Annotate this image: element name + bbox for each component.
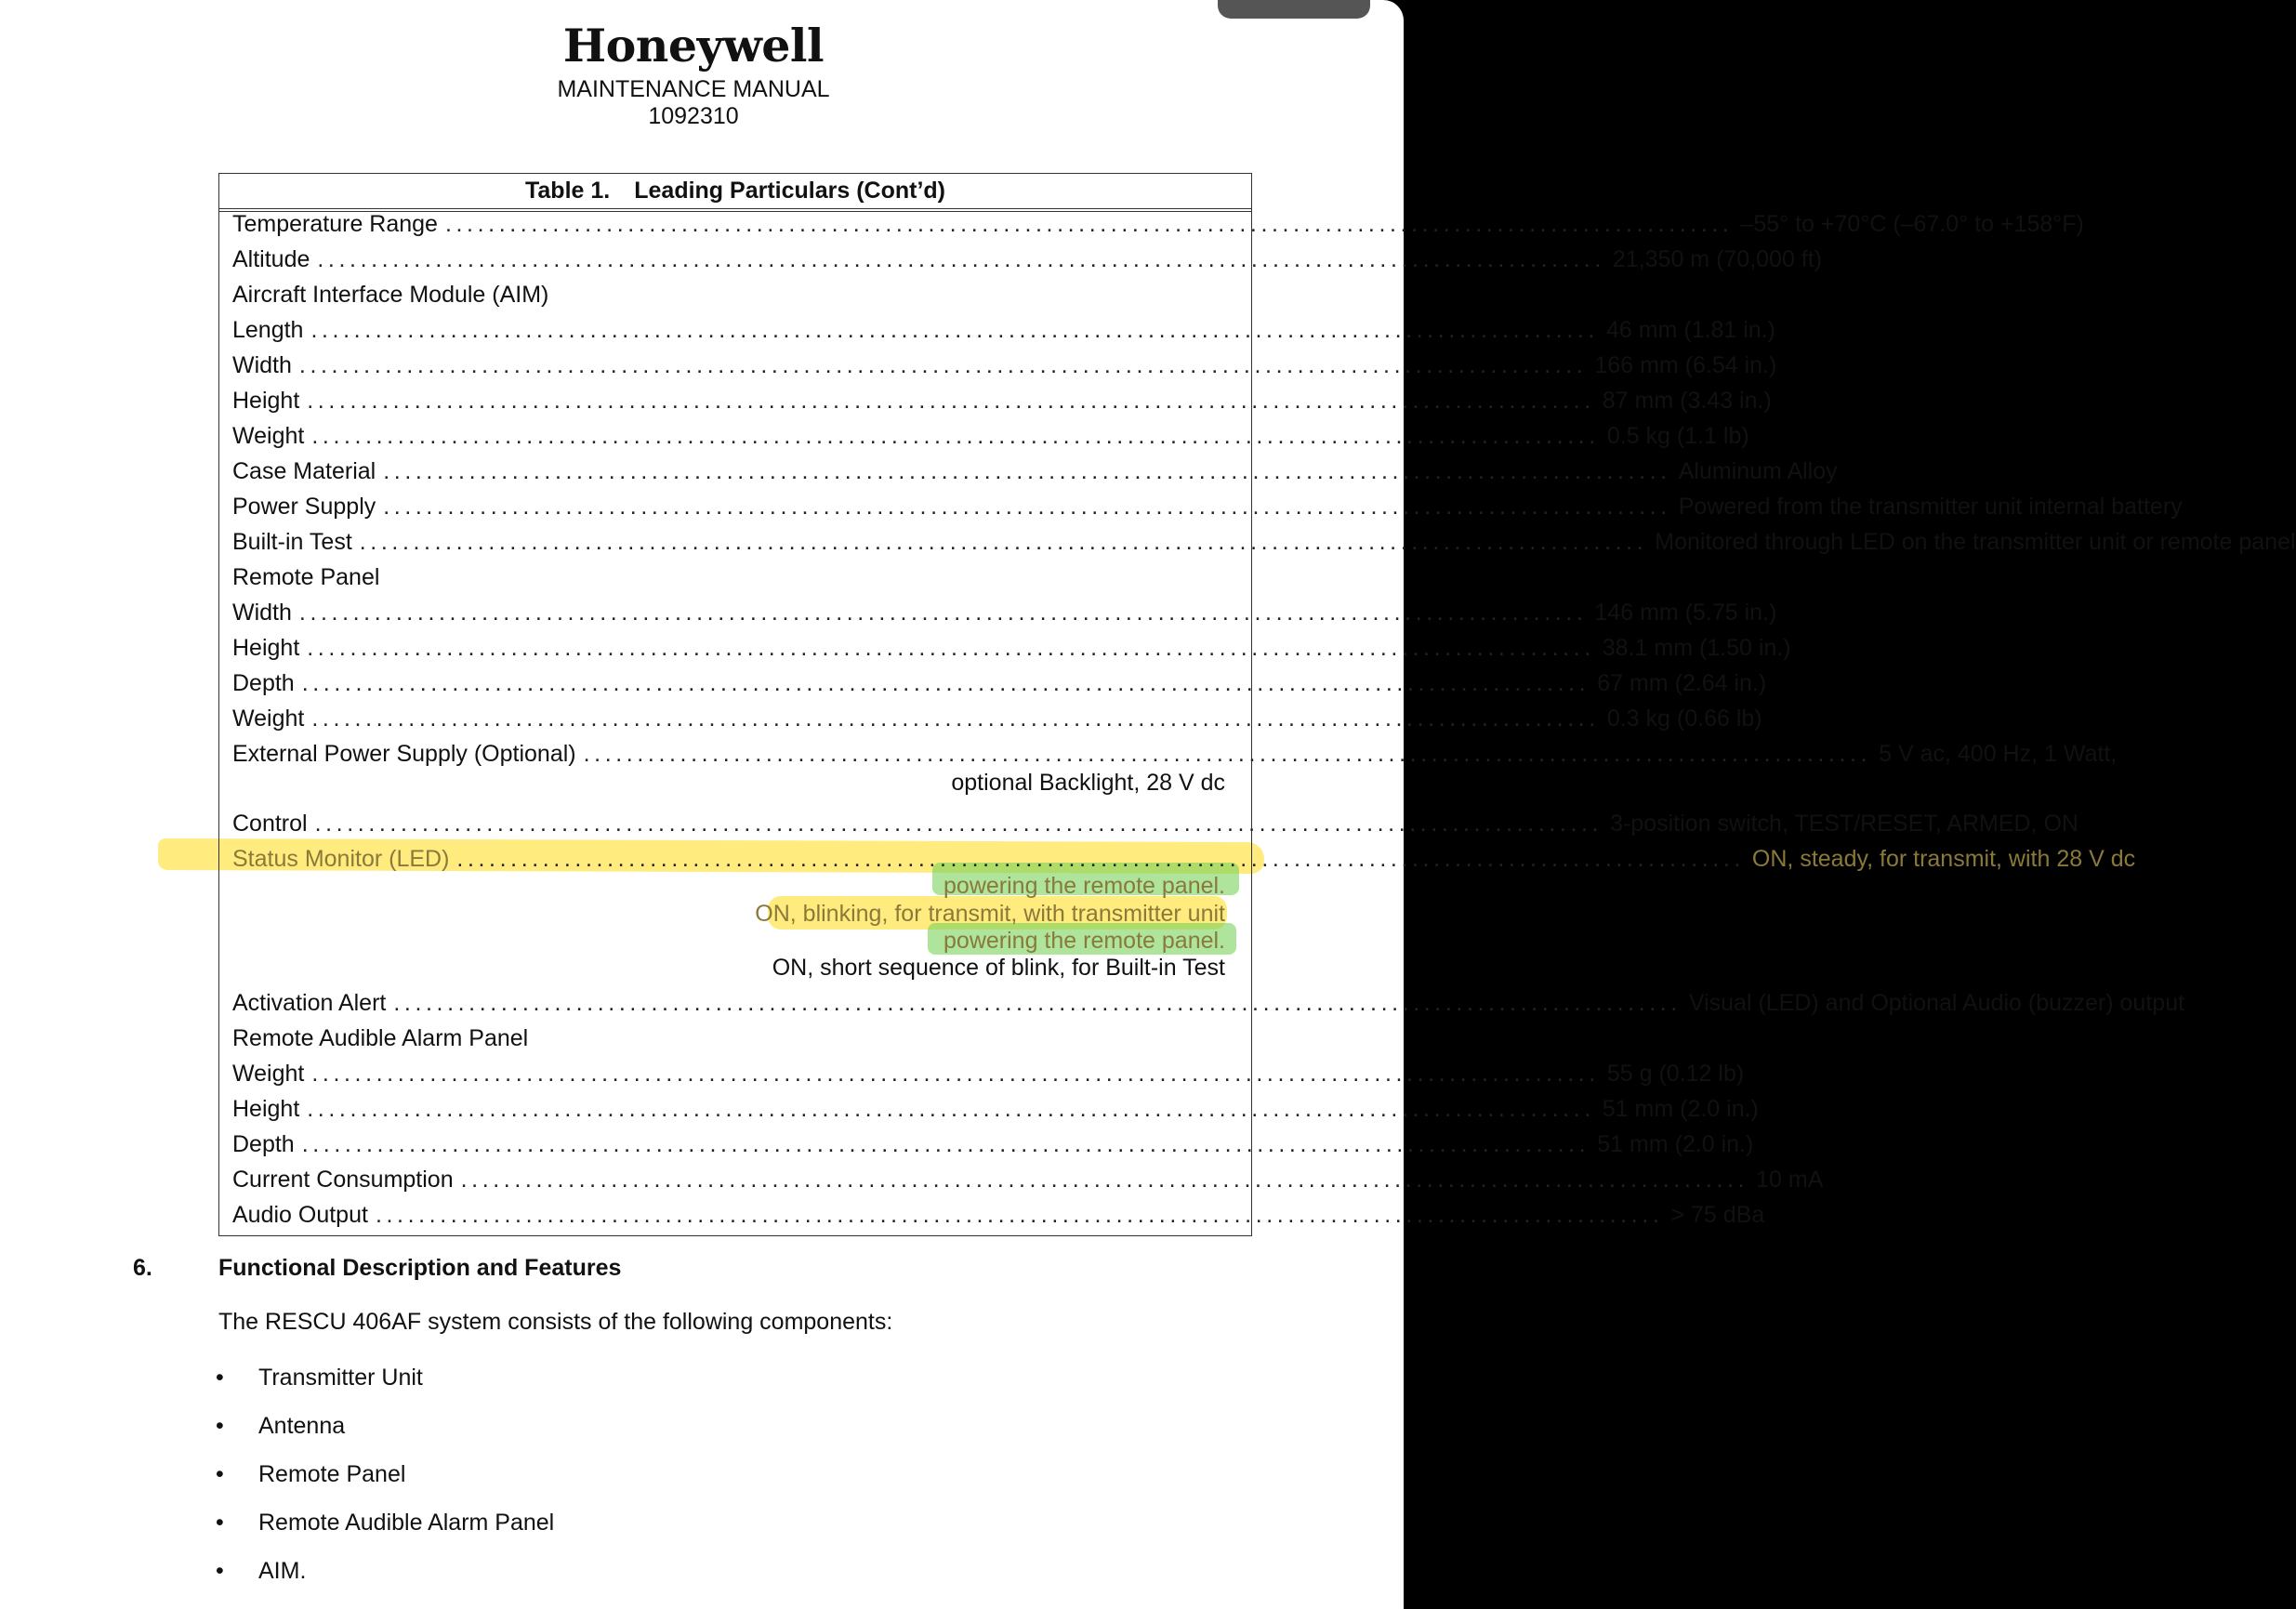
dot-leader: ........................................................................................................................ <box>359 529 1648 555</box>
dot-leader: ........................................................................................................................ <box>301 670 1590 696</box>
table-row <box>232 1061 1745 1088</box>
row-value: 0.3 kg (0.66 lb) <box>1606 706 1762 732</box>
row-label: Height <box>232 635 300 661</box>
list-item <box>216 1510 554 1536</box>
dot-leader: ........................................................................................................................ <box>307 1096 1595 1122</box>
row-label: Case Material <box>232 458 376 484</box>
list-item <box>216 1365 423 1391</box>
row-label: Audio Output <box>232 1202 368 1228</box>
bullet-icon: • <box>216 1510 224 1536</box>
dot-leader: ........................................................................................................................ <box>383 494 1671 520</box>
list-item <box>216 1461 405 1488</box>
row-value-continuation: powering the remote panel. <box>943 873 1225 899</box>
table-row <box>232 706 1762 733</box>
dot-leader: ........................................................................................................................ <box>460 1167 1749 1193</box>
section-title: Functional Description and Features <box>218 1255 622 1281</box>
row-label: Height <box>232 388 300 414</box>
leading-particulars-table <box>218 173 2296 1236</box>
row-value: 166 mm (6.54 in.) <box>1594 352 1777 378</box>
honeywell-logo: Honeywell <box>562 19 825 73</box>
row-label: Height <box>232 1096 300 1122</box>
dot-leader: ........................................................................................................................ <box>583 741 1872 767</box>
table-row <box>232 670 1767 698</box>
list-item-text: Remote Panel <box>258 1461 406 1487</box>
row-value: Visual (LED) and Optional Audio (buzzer) output <box>1688 990 2185 1016</box>
list-item-text: Transmitter Unit <box>258 1365 423 1391</box>
row-value: 5 V ac, 400 Hz, 1 Watt, <box>1879 741 2118 767</box>
row-value: –55° to +70°C (–67.0° to +158°F) <box>1740 211 2084 237</box>
row-value: 51 mm (2.0 in.) <box>1597 1131 1754 1157</box>
row-value: 67 mm (2.64 in.) <box>1597 670 1767 696</box>
bullet-icon: • <box>216 1413 224 1439</box>
table-subheading: Aircraft Interface Module (AIM) <box>232 282 549 308</box>
dot-leader: ........................................................................................................................ <box>298 600 1588 626</box>
table-row <box>232 1167 1824 1194</box>
manual-title: MAINTENANCE MANUAL <box>557 76 830 102</box>
row-value: 21,350 m (70,000 ft) <box>1612 246 1823 272</box>
row-value: ON, steady, for transmit, with 28 V dc <box>1751 846 2136 872</box>
row-value-continuation: ON, blinking, for transmit, with transmitter unit <box>755 901 1225 927</box>
row-label: Temperature Range <box>232 211 438 237</box>
row-value: 146 mm (5.75 in.) <box>1594 600 1777 626</box>
dot-leader: ........................................................................................................................ <box>456 846 1745 872</box>
row-value: 10 mA <box>1756 1167 1824 1193</box>
list-item-text: AIM. <box>258 1558 307 1584</box>
row-value: Powered from the transmitter unit internal battery <box>1678 494 2183 520</box>
dot-leader: ........................................................................................................................ <box>314 811 1603 837</box>
table-row <box>232 1131 1754 1159</box>
table-caption <box>219 174 1251 209</box>
row-label: Altitude <box>232 246 310 272</box>
table-row <box>232 1202 1765 1230</box>
row-label: Length <box>232 317 304 343</box>
row-label: Weight <box>232 423 305 449</box>
table-subheading: Remote Panel <box>232 564 380 590</box>
table-row <box>232 494 2183 521</box>
table-row <box>232 529 2296 557</box>
table-number: Table 1. <box>524 178 611 204</box>
row-value: Aluminum Alloy <box>1678 458 1838 484</box>
row-label: Weight <box>232 1061 305 1087</box>
table-row <box>232 317 1775 345</box>
row-value: 3-position switch, TEST/RESET, ARMED, ON <box>1610 811 2078 837</box>
list-item-text: Remote Audible Alarm Panel <box>258 1510 555 1536</box>
row-value: 0.5 kg (1.1 lb) <box>1606 423 1749 449</box>
row-label: Status Monitor (LED) <box>232 846 450 872</box>
list-item <box>216 1558 306 1585</box>
table-row <box>232 352 1777 380</box>
table-title: Leading Particulars (Cont’d) <box>634 178 945 204</box>
row-value: > 75 dBa <box>1670 1202 1765 1228</box>
table-row-highlighted <box>232 846 2136 874</box>
row-value: 51 mm (2.0 in.) <box>1602 1096 1759 1122</box>
bullet-icon: • <box>216 1365 224 1391</box>
table-row <box>232 388 1772 415</box>
row-label: Width <box>232 352 292 378</box>
row-label: Depth <box>232 670 295 696</box>
list-item <box>216 1413 345 1440</box>
table-row <box>232 458 1838 486</box>
table-subheading: Remote Audible Alarm Panel <box>232 1025 529 1051</box>
table-row <box>232 990 2185 1018</box>
row-label: Activation Alert <box>232 990 387 1016</box>
table-row <box>232 741 2118 769</box>
dot-leader: ........................................................................................................................ <box>311 1061 1600 1087</box>
row-value: 38.1 mm (1.50 in.) <box>1602 635 1791 661</box>
dot-leader: ........................................................................................................................ <box>307 635 1595 661</box>
dot-leader: ........................................................................................................................ <box>311 706 1600 732</box>
row-value-continuation: ON, short sequence of blink, for Built-in Test <box>772 955 1225 981</box>
dot-leader: ........................................................................................................................ <box>311 423 1600 449</box>
manual-number: 1092310 <box>648 103 739 129</box>
bullet-icon: • <box>216 1461 224 1487</box>
dot-leader: ........................................................................................................................ <box>375 1202 1664 1228</box>
row-label: Width <box>232 600 292 626</box>
table-row <box>232 811 2078 838</box>
bullet-icon: • <box>216 1558 224 1584</box>
dot-leader: ........................................................................................................................ <box>317 246 1605 272</box>
row-label: Weight <box>232 706 305 732</box>
section-intro: The RESCU 406AF system consists of the following components: <box>218 1309 893 1335</box>
dot-leader: ........................................................................................................................ <box>307 388 1595 414</box>
dot-leader: ........................................................................................................................ <box>393 990 1682 1016</box>
row-label: Power Supply <box>232 494 376 520</box>
row-value: Monitored through LED on the transmitter unit or remote panel <box>1655 529 2296 555</box>
table-row <box>232 423 1749 451</box>
table-row <box>232 600 1777 627</box>
table-row <box>232 246 1823 274</box>
page-badge <box>1218 0 1370 19</box>
row-label: Built-in Test <box>232 529 352 555</box>
table-row <box>232 1096 1759 1124</box>
row-value: 55 g (0.12 lb) <box>1606 1061 1745 1087</box>
row-value-continuation: powering the remote panel. <box>943 928 1225 954</box>
row-label: Current Consumption <box>232 1167 454 1193</box>
dot-leader: ........................................................................................................................ <box>301 1131 1590 1157</box>
dot-leader: ........................................................................................................................ <box>383 458 1671 484</box>
list-item-text: Antenna <box>258 1413 346 1439</box>
dot-leader: ........................................................................................................................ <box>310 317 1599 343</box>
row-value: 87 mm (3.43 in.) <box>1602 388 1772 414</box>
table-row <box>232 635 1791 663</box>
row-value-continuation: optional Backlight, 28 V dc <box>951 770 1225 796</box>
dot-leader: ........................................................................................................................ <box>298 352 1588 378</box>
row-label: Control <box>232 811 308 837</box>
row-label: External Power Supply (Optional) <box>232 741 576 767</box>
table-row <box>232 211 2084 239</box>
section-number: 6. <box>133 1255 152 1281</box>
dot-leader: ........................................................................................................................ <box>444 211 1734 237</box>
row-value: 46 mm (1.81 in.) <box>1605 317 1775 343</box>
row-label: Depth <box>232 1131 295 1157</box>
